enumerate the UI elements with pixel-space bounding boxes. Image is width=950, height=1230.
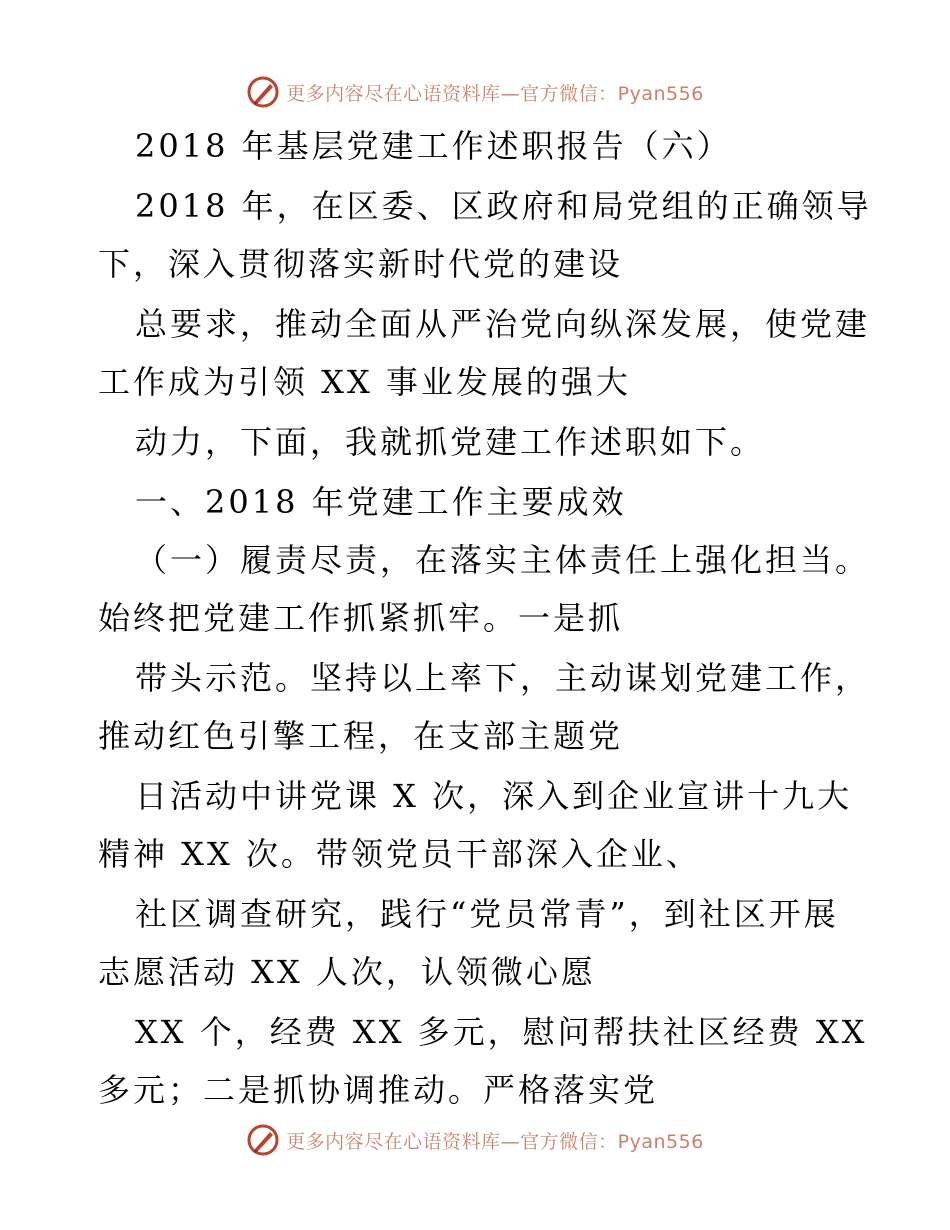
paragraph-line: 推动红色引擎工程，在支部主题党 bbox=[98, 717, 624, 755]
paragraph-line: 社区调查研究，践行“党员常青”，到社区开展 bbox=[135, 895, 839, 933]
pen-logo-icon bbox=[246, 75, 280, 109]
paragraph-line: 志愿活动 XX 人次，认领微心愿 bbox=[98, 953, 596, 991]
section-heading: 一、2018 年党建工作主要成效 bbox=[135, 483, 627, 521]
footer-watermark bbox=[0, 1120, 950, 1160]
header-watermark bbox=[0, 72, 950, 112]
paragraph-line: 总要求，推动全面从严治党向纵深发展，使党建 bbox=[135, 305, 871, 343]
paragraph-line: XX 个，经费 XX 多元，慰问帮扶社区经费 XX bbox=[135, 1013, 868, 1051]
subsection-heading: （一）履责尽责，在落实主体责任上强化担当。 bbox=[135, 541, 871, 579]
paragraph-line: 带头示范。坚持以上率下，主动谋划党建工作， bbox=[135, 659, 871, 697]
watermark-text: 更多内容尽在心语资料库—官方微信：Pyan556 bbox=[286, 1130, 704, 1153]
pen-logo-icon bbox=[246, 1123, 280, 1157]
paragraph-line: 日活动中讲党课 X 次，深入到企业宣讲十九大 bbox=[135, 777, 853, 815]
paragraph-line: 下，深入贯彻落实新时代党的建设 bbox=[98, 245, 624, 283]
paragraph-line: 动力，下面，我就抓党建工作述职如下。 bbox=[135, 423, 766, 461]
paragraph-line: 精神 XX 次。带领党员干部深入企业、 bbox=[98, 835, 701, 873]
paragraph-line: 始终把党建工作抓紧抓牢。一是抓 bbox=[98, 599, 624, 637]
paragraph-line: 2018 年，在区委、区政府和局党组的正确领导 bbox=[135, 187, 872, 225]
paragraph-line: 多元；二是抓协调推动。严格落实党 bbox=[98, 1071, 659, 1109]
paragraph-line: 工作成为引领 XX 事业发展的强大 bbox=[98, 363, 631, 401]
watermark-text: 更多内容尽在心语资料库—官方微信：Pyan556 bbox=[286, 82, 704, 105]
document-title: 2018 年基层党建工作述职报告（六） bbox=[135, 127, 732, 165]
